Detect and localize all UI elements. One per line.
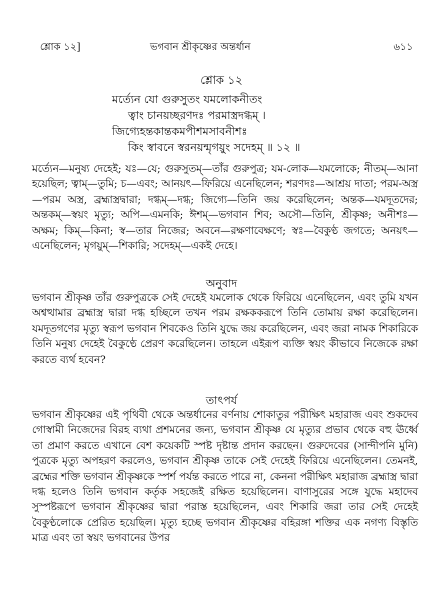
- running-header: [40, 40, 413, 54]
- synonyms-text: মর্ত্যেন—মনুষ্য দেহেই; যঃ—যে; গুরুসুতম্—তাঁর গুরুপুত্র; যম-লোক—যমলোকে; নীতম্—আনা হয়েছিল; ত্বাম্—তুমি; চ—এবং; আনয়ৎ—ফিরিয়ে এনেছিলেন; শরণদঃ—আশ্রয় দাতা; পরম-অস্ত্র—পরম অস্ত্র, ব্রহ্মাস্ত্রদ্বারা; দগ্ধম্—দগ্ধ; জিগ্যে—তিনি জয় করেছিলেন; অন্তক—যমদূতদের; অন্তকম্—স্বয়ং মৃত্যু; অপি—এমনকি; ঈশম্—ভগবান শিব; অসৌ—তিনি, শ্রীকৃষ্ণ; অনীশঃ—অক্ষম; কিম্—কিনা; স্ব—তার নিজের; অবনে—রক্ষণাবেক্ষণে; স্বঃ—বৈকুণ্ঠ জগতে; অনয়ৎ—এনেছিলেন; মৃগয়ুম্—শিকারি; সদেহম্—একই দেহে।: [32, 163, 418, 253]
- verse-line-4: কিং স্বাবনে স্বরনয়ন্মৃগয়ুং সদেহম্ ॥ ১২ ॥: [128, 141, 301, 154]
- page-number: ৬১১: [393, 42, 413, 53]
- header-title: ভগবান শ্রীকৃষ্ণের অন্তর্ধান: [150, 42, 251, 53]
- purport-heading: তাৎপর্য: [205, 394, 238, 407]
- verse-number: শ্লোক ১২: [200, 73, 243, 87]
- translation-text: ভগবান শ্রীকৃষ্ণ তাঁর গুরুপুত্রকে সেই দেহেই যমলোক থেকে ফিরিয়ে এনেছিলেন, এবং তুমি যখন অশ্বত্থামার ব্রহ্মাস্ত্র দ্বারা দগ্ধ হচ্ছিলে তখন পরম রক্ষককরূপে তিনি তোমায় রক্ষা করেছিলেন। যমদূতগণের মৃত্যু স্বরূপ ভগবান শিবকেও তিনি যুদ্ধে জয় করেছিলেন, এবং জরা নামক শিকারিকে তিনি মনুষ্য দেহেই বৈকুণ্ঠে প্রেরণ করেছিলেন। তাহলে এইরূপ ব্যক্তি স্বয়ং কীভাবে নিজেকে রক্ষা করতে ব্যর্থ হবেন?: [32, 292, 418, 366]
- header-chapter-ref: শ্লোক ১২]: [40, 42, 81, 53]
- translation-heading: অনুবাদ: [205, 277, 238, 290]
- translation-paragraph: [32, 291, 418, 368]
- purport-paragraph: [32, 408, 418, 547]
- verse-line-2: ত্বাং চানয়চ্ছরণদঃ পরমাস্ত্রদগ্ধম্ ।: [128, 109, 266, 122]
- purport-text: ভগবান শ্রীকৃষ্ণের এই পৃথিবী থেকে অন্তর্ধানের বর্ণনায় শোকাতুর পরীক্ষিৎ মহারাজ এবং শুকদেব গোস্বামী নিজেদের বিরহ ব্যথা প্রশমনের জন্য, ভগবান শ্রীকৃষ্ণ যে মৃত্যুর প্রভাব থেকে বহু ঊর্ধ্বে তা প্রমাণ করতে এখানে বেশ কয়েকটি স্পষ্ট দৃষ্টান্ত প্রদান করছেন। গুরুদেবের (সান্দীপনি মুনি) পুত্রকে মৃত্যু অপহরণ করলেও, ভগবান শ্রীকৃষ্ণ তাকে সেই দেহেই ফিরিয়ে এনেছিলেন। তেমনই, ব্রহ্মের শক্তি ভগবান শ্রীকৃষ্ণকে স্পর্শ পর্যন্ত করতে পারে না, কেননা পরীক্ষিৎ মহারাজ ব্রহ্মাস্ত্র দ্বারা দগ্ধ হলেও তিনি ভগবান কর্তৃক সহজেই রক্ষিত হয়েছিলেন। বাণাসুরের সঙ্গে যুদ্ধে মহাদেব সুস্পষ্টরূপে ভগবান শ্রীকৃষ্ণের দ্বারা পরাস্ত হয়েছিলেন, এবং শিকারি জরা তার সেই দেহেই বৈকুণ্ঠলোকে প্রেরিত হয়েছিল। মৃত্যু হচ্ছে ভগবান শ্রীকৃষ্ণের বহিরঙ্গা শক্তির এক নগণ্য বিস্তৃতি মাত্র এবং তা স্বয়ং ভগবানের উপর: [32, 409, 418, 545]
- synonyms-paragraph: [32, 162, 418, 254]
- verse-line-1: মর্ত্যেন যো গুরুসুতং যমলোকনীতং: [112, 93, 263, 106]
- verse-line-3: জিগ্যেহন্তকান্তকমপীশমসাবনীশঃ: [112, 125, 248, 138]
